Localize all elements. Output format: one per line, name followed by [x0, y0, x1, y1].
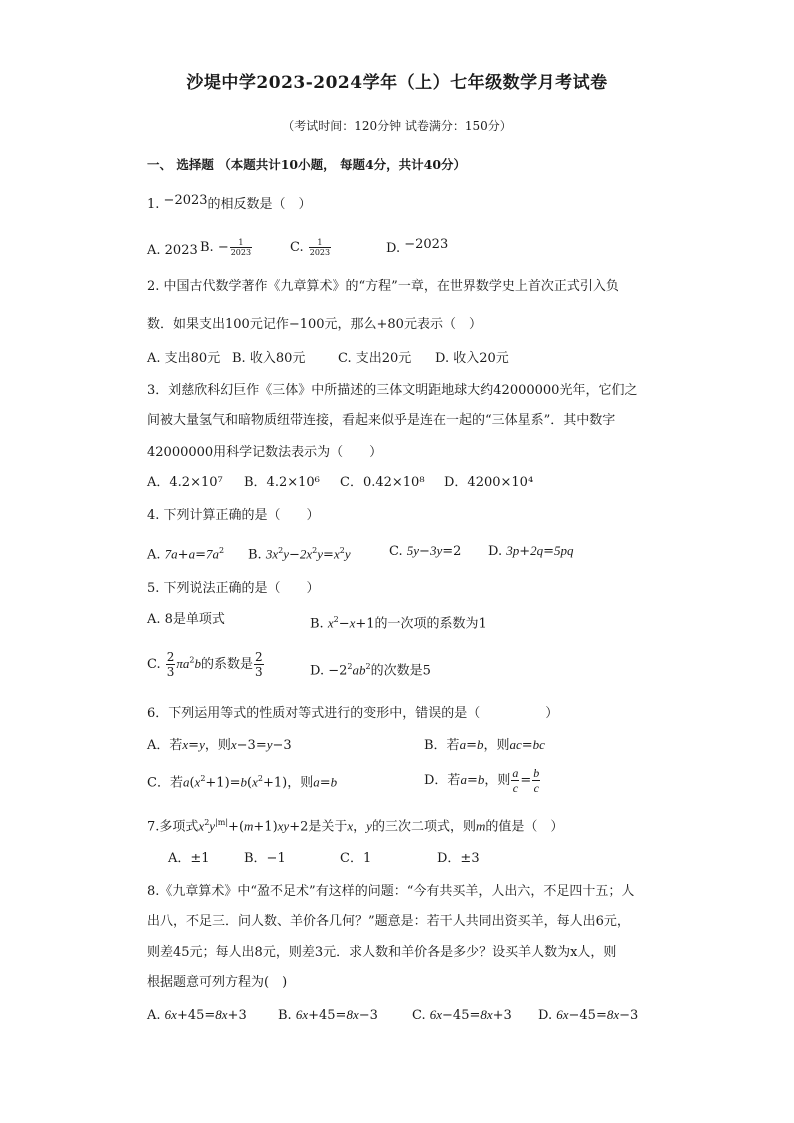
q4-option-c: C. 5y−3y=2: [389, 543, 462, 559]
q3-option-b: B．4.2×10⁶: [244, 475, 320, 490]
question-2-line-2: 数．如果支出100元记作−100元，那么+80元表示（ ）: [147, 317, 482, 332]
q1-option-b: B. − $\frac{1}{2023}$: [200, 238, 252, 257]
q1-value: −2023: [163, 193, 208, 208]
question-8-line-3: 则差45元；每人出8元，则差3元．求人数和羊价各是多少？设买羊人数为x人，则: [147, 945, 617, 960]
question-3-line-1: 3．刘慈欣科幻巨作《三体》中所描述的三体文明距地球大约42000000光年，它们之: [147, 383, 638, 398]
q7-option-b: B．−1: [244, 851, 286, 866]
q7-option-d: D．±3: [437, 851, 480, 866]
q3-option-c: C．0.42×10⁸: [340, 475, 425, 490]
q6-option-d: D．若a=b，则 $\frac{a}{c}$ = $\frac{b}{c}$: [424, 766, 540, 795]
q1-stem: 的相反数是（ ）: [207, 197, 312, 212]
q8-option-d: D. 6x−45=8x−3: [538, 1007, 639, 1023]
q4-option-b: B. $3x^2y-2x^2y=x^2y$: [248, 546, 351, 563]
q1-option-d: D. −2023: [386, 237, 449, 256]
q8-option-b: B. 6x+45=8x−3: [278, 1007, 378, 1023]
q5-option-c: C. $\frac{2}{3}$ $\pi a^2b$的系数是 $\frac{2}{3}$: [147, 650, 263, 679]
q6-option-b: B．若a=b，则ac=bc: [424, 737, 545, 753]
question-3-line-3: 42000000用科学记数法表示为（ ）: [147, 445, 383, 460]
q8-option-c: C. 6x−45=8x+3: [412, 1007, 512, 1023]
q1-option-a: A. 2023: [147, 243, 198, 258]
q5-option-d: D. $-2^2ab^2$的次数是5: [310, 662, 431, 679]
q5-option-b: B. $x^2-x+1$的一次项的系数为1: [310, 615, 487, 632]
q8-option-a: A. 6x+45=8x+3: [147, 1007, 247, 1023]
q2-option-a: A. 支出80元: [147, 351, 221, 366]
q1-option-c: C. $\frac{1}{2023}$: [290, 238, 331, 257]
q7-option-a: A．±1: [168, 851, 210, 866]
question-1: [147, 193, 312, 214]
q2-option-c: C. 支出20元: [338, 351, 412, 366]
question-5: 5. 下列说法正确的是（ ）: [147, 581, 320, 596]
exam-info: （考试时间：120分钟 试卷满分：150分）: [282, 119, 512, 133]
q7-option-c: C．1: [340, 851, 372, 866]
q3-option-d: D．4200×10⁴: [444, 475, 534, 490]
q5-option-a: A. 8是单项式: [147, 612, 225, 627]
question-7: 7.多项式$x^2y^{|m|}+(m+1)xy+2$是关于x，y的三次二项式，则m的值是（ ）: [147, 818, 564, 835]
page-title: 沙堤中学2023-2024学年（上）七年级数学月考试卷: [186, 73, 608, 93]
q1-number: 1.: [147, 197, 160, 212]
q6-option-a: A．若x=y，则x−3=y−3: [147, 737, 292, 753]
question-3-line-2: 间被大量氢气和暗物质纽带连接，看起来似乎是连在一起的“三体星系”．其中数字: [147, 413, 616, 428]
question-2-line-1: 2. 中国古代数学著作《九章算术》的“方程”一章，在世界数学史上首次正式引入负: [147, 279, 619, 294]
question-8-line-1: 8.《九章算术》中“盈不足术”有这样的问题：“今有共买羊，人出六，不足四十五；人: [147, 884, 635, 899]
section-heading: 一、 选择题 （本题共计10小题， 每题4分，共计40分）: [147, 157, 467, 172]
q4-option-a: A. $7a+a=7a^2$: [147, 546, 225, 563]
q2-option-b: B. 收入80元: [232, 351, 306, 366]
question-4: 4. 下列计算正确的是（ ）: [147, 508, 320, 523]
question-8-line-2: 出八，不足三．问人数、羊价各几何？”题意是：若干人共同出资买羊，每人出6元，: [147, 914, 630, 929]
question-8-line-4: 根据题意可列方程为( ): [147, 975, 288, 990]
q6-option-c: C．若$a(x^2+1)=b(x^2+1)$，则a=b: [147, 774, 338, 791]
q4-option-d: D. 3p+2q=5pq: [488, 543, 574, 559]
question-6: 6．下列运用等式的性质对等式进行的变形中，错误的是（ ）: [147, 706, 559, 721]
q3-option-a: A．4.2×10⁷: [147, 475, 223, 490]
q2-option-d: D. 收入20元: [435, 351, 509, 366]
